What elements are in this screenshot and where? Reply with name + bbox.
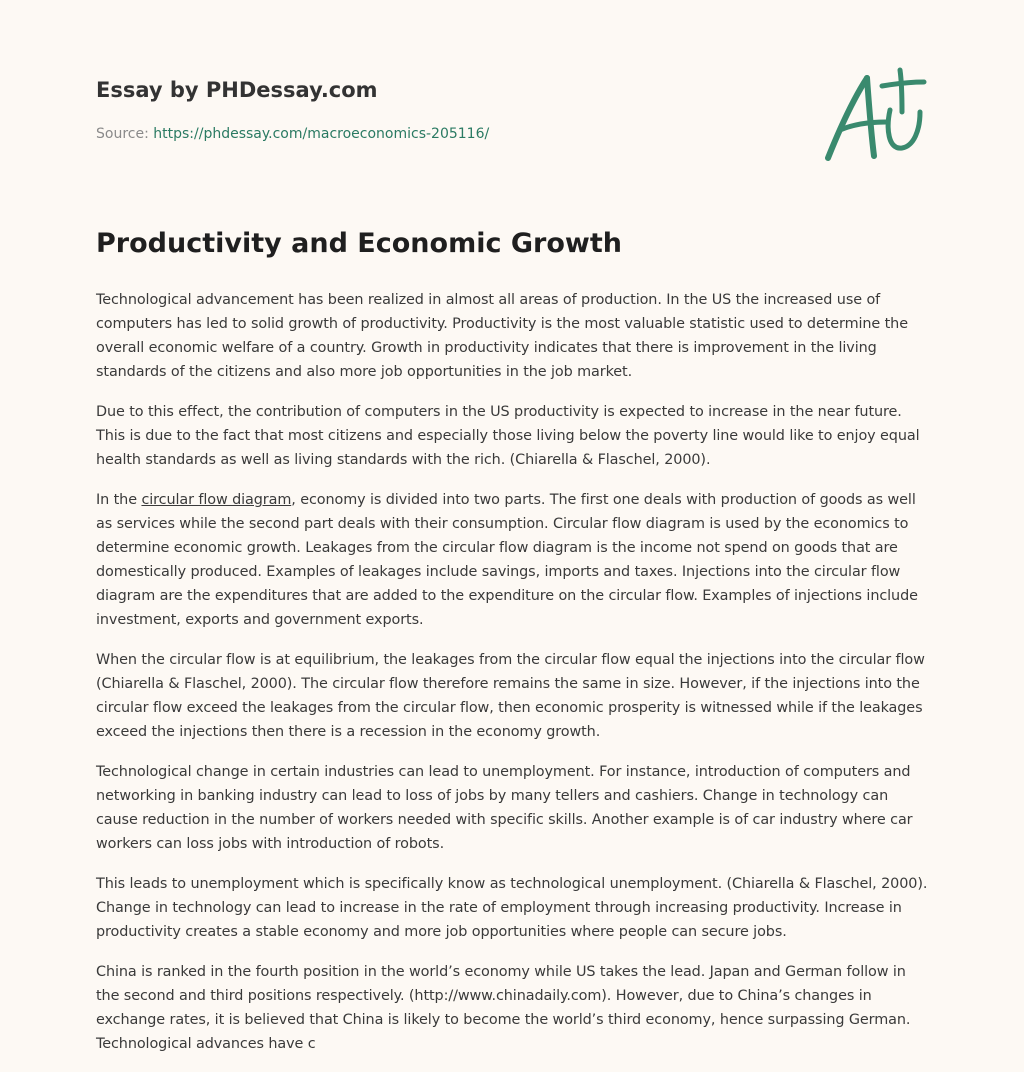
paragraph-3-body: , economy is divided into two parts. The first one deals with production of goods as well as services while the second part deals with their consumption. Circular flow diagram is used by the economics to determine economic growth. Leakages from the circular flow diagram is the income not spend on goods that are domestically produced. Examples of leakages include savings, imports and taxes. Injections into the circular flow diagram are the expenditures that are added to the expenditure on the circular flow. Examples of injections include investment, exports and government exports. [96, 492, 918, 628]
essay-paragraph-4: When the circular flow is at equilibrium, the leakages from the circular flow equal the injections into the circular flow (Chiarella & Flaschel, 2000). The circular flow therefore remains the same in size. However, if the injections into the circular flow exceed the leakages from the circular flow, then economic prosperity is witnessed while if the leakages exceed the injections then there is a recession in the economy growth. [96, 652, 925, 740]
essay-paragraph-3 [96, 488, 928, 632]
source-link[interactable]: https://phdessay.com/macroeconomics-205116/ [153, 126, 490, 142]
a-plus-grade-logo-icon [820, 66, 928, 166]
essay-paragraph-6: This leads to unemployment which is specifically know as technological unemployment. (Chiarella & Flaschel, 2000). Change in technology can lead to increase in the rate of employment through increasing productivity. Increase in productivity creates a stable economy and more job opportunities where people can secure jobs. [96, 876, 928, 940]
paragraph-3-lead: In the [96, 492, 142, 508]
page-header [96, 72, 816, 146]
essay-content [96, 222, 928, 1072]
circular-flow-diagram-link[interactable]: circular flow diagram [141, 492, 292, 508]
essay-title: Productivity and Economic Growth [96, 228, 622, 259]
essay-paragraph-1: Technological advancement has been realized in almost all areas of production. In the US the increased use of computers has led to solid growth of productivity. Productivity is the most valuable statistic used to determine the overall economic welfare of a country. Growth in productivity indicates that there is improvement in the living standards of the citizens and also more job opportunities in the job market. [96, 292, 908, 380]
essay-paragraph-2: Due to this effect, the contribution of computers in the US productivity is expected to increase in the near future. This is due to the fact that most citizens and especially those living below the poverty line would like to enjoy equal health standards as well as living standards with the rich. (Chiarella & Flaschel, 2000). [96, 404, 920, 468]
essay-paragraph-5: Technological change in certain industries can lead to unemployment. For instance, introduction of computers and networking in banking industry can lead to loss of jobs by many tellers and cashiers. Change in technology can cause reduction in the number of workers needed with specific skills. Another example is of car industry where car workers can loss jobs with introduction of robots. [96, 764, 913, 852]
essay-paragraph-7: China is ranked in the fourth position in the world’s economy while US takes the lead. Japan and German follow in the second and third positions respectively. (http://www.chinadaily.com). However, due to China’s changes in exchange rates, it is believed that China is likely to become the world’s third economy, hence surpassing German. Technological advances have c [96, 964, 911, 1052]
site-title: Essay by PHDessay.com [96, 78, 378, 102]
source-label: Source: [96, 126, 154, 142]
source-line [96, 122, 816, 146]
